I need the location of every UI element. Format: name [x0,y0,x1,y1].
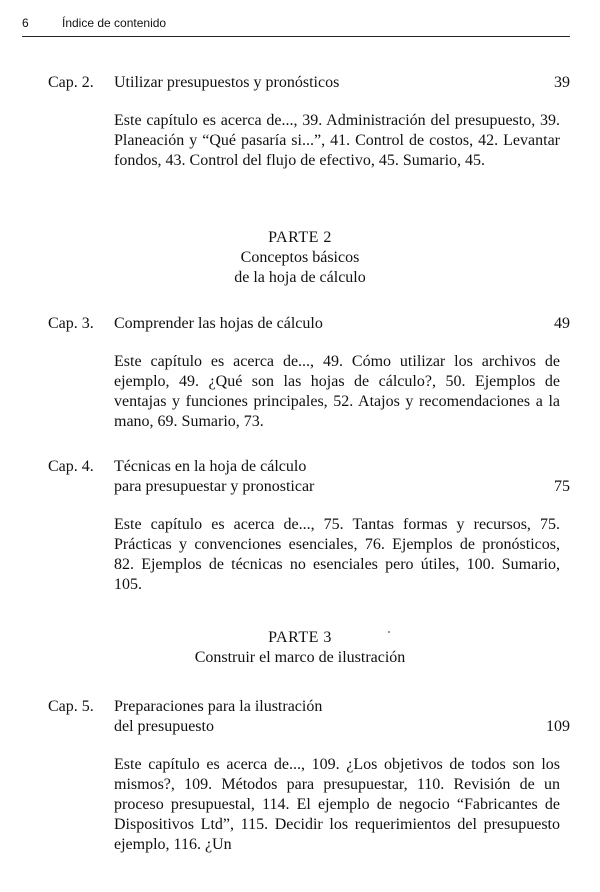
chapter-title [114,457,494,497]
chapter-page-number: 39 [554,74,570,91]
running-header [22,14,570,36]
chapter-page-number: 49 [554,315,570,332]
part-label: PARTE 2 [268,229,332,246]
chapter-heading [48,457,570,497]
part-title-line: Conceptos básicos [240,249,360,266]
chapter-label: Cap. 2. [48,74,94,91]
chapter-heading [48,73,570,93]
chapter-page-number: 75 [554,478,570,495]
chapter-entry [48,314,570,432]
chapter-label: Cap. 4. [48,458,94,475]
chapter-title [114,73,494,93]
chapter-description: Este capítulo es acerca de..., 109. ¿Los objetivos de todos son los mismos?, 109. Métodos para presupuestar, 110. Revisión de un proceso presupuestal, 114. El ejemplo de negocio “Fabricantes de Dispositivos Ltd”, 115. Decidir los requerimientos del presupuesto ejemplo, 116. ¿Un [114,756,560,853]
header-title: Índice de contenido [62,16,167,30]
chapter-title [114,697,494,737]
part-heading [0,628,600,668]
part-label: PARTE 3 [268,629,332,646]
page-number: 6 [22,16,29,30]
chapter-title-line: Utilizar presupuestos y pronósticos [114,74,340,91]
chapter-page-number: 109 [546,718,570,735]
chapter-entry [48,73,570,171]
scan-speck [388,631,390,633]
header-rule [22,36,570,37]
part-title-line: Construir el marco de ilustración [194,649,406,666]
chapter-title-line: del presupuesto [114,718,214,735]
part-heading [0,228,600,288]
chapter-entry [48,457,570,595]
chapter-label: Cap. 3. [48,315,94,332]
chapter-title-line: Comprender las hojas de cálculo [114,315,323,332]
chapter-heading [48,697,570,737]
chapter-title-line: Técnicas en la hoja de cálculo [114,458,307,475]
chapter-description: Este capítulo es acerca de..., 49. Cómo utilizar los archivos de ejemplo, 49. ¿Qué son las hojas de cálculo?, 50. Ejemplos de ventajas y funciones principales, 52. Atajos y recomendaciones a la mano, 69. Sumario, 73. [114,353,560,430]
chapter-label: Cap. 5. [48,698,94,715]
chapter-heading [48,314,570,334]
chapter-title-line: Preparaciones para la ilustración [114,698,323,715]
chapter-entry [48,697,570,855]
chapter-description: Este capítulo es acerca de..., 75. Tantas formas y recursos, 75. Prácticas y convenciones esenciales, 76. Ejemplos de pronósticos, 82. Ejemplos de técnicas no esenciales pero útiles, 100. Sumario, 105. [114,516,560,593]
chapter-title-line: para presupuestar y pronosticar [114,478,315,495]
chapter-title [114,314,494,334]
chapter-description: Este capítulo es acerca de..., 39. Administración del presupuesto, 39. Planeación y “Qué pasaría si...”, 41. Control de costos, 42. Levantar fondos, 43. Control del flujo de efectivo, 45. Sumario, 45. [114,112,560,169]
part-title-line: de la hoja de cálculo [234,269,366,286]
